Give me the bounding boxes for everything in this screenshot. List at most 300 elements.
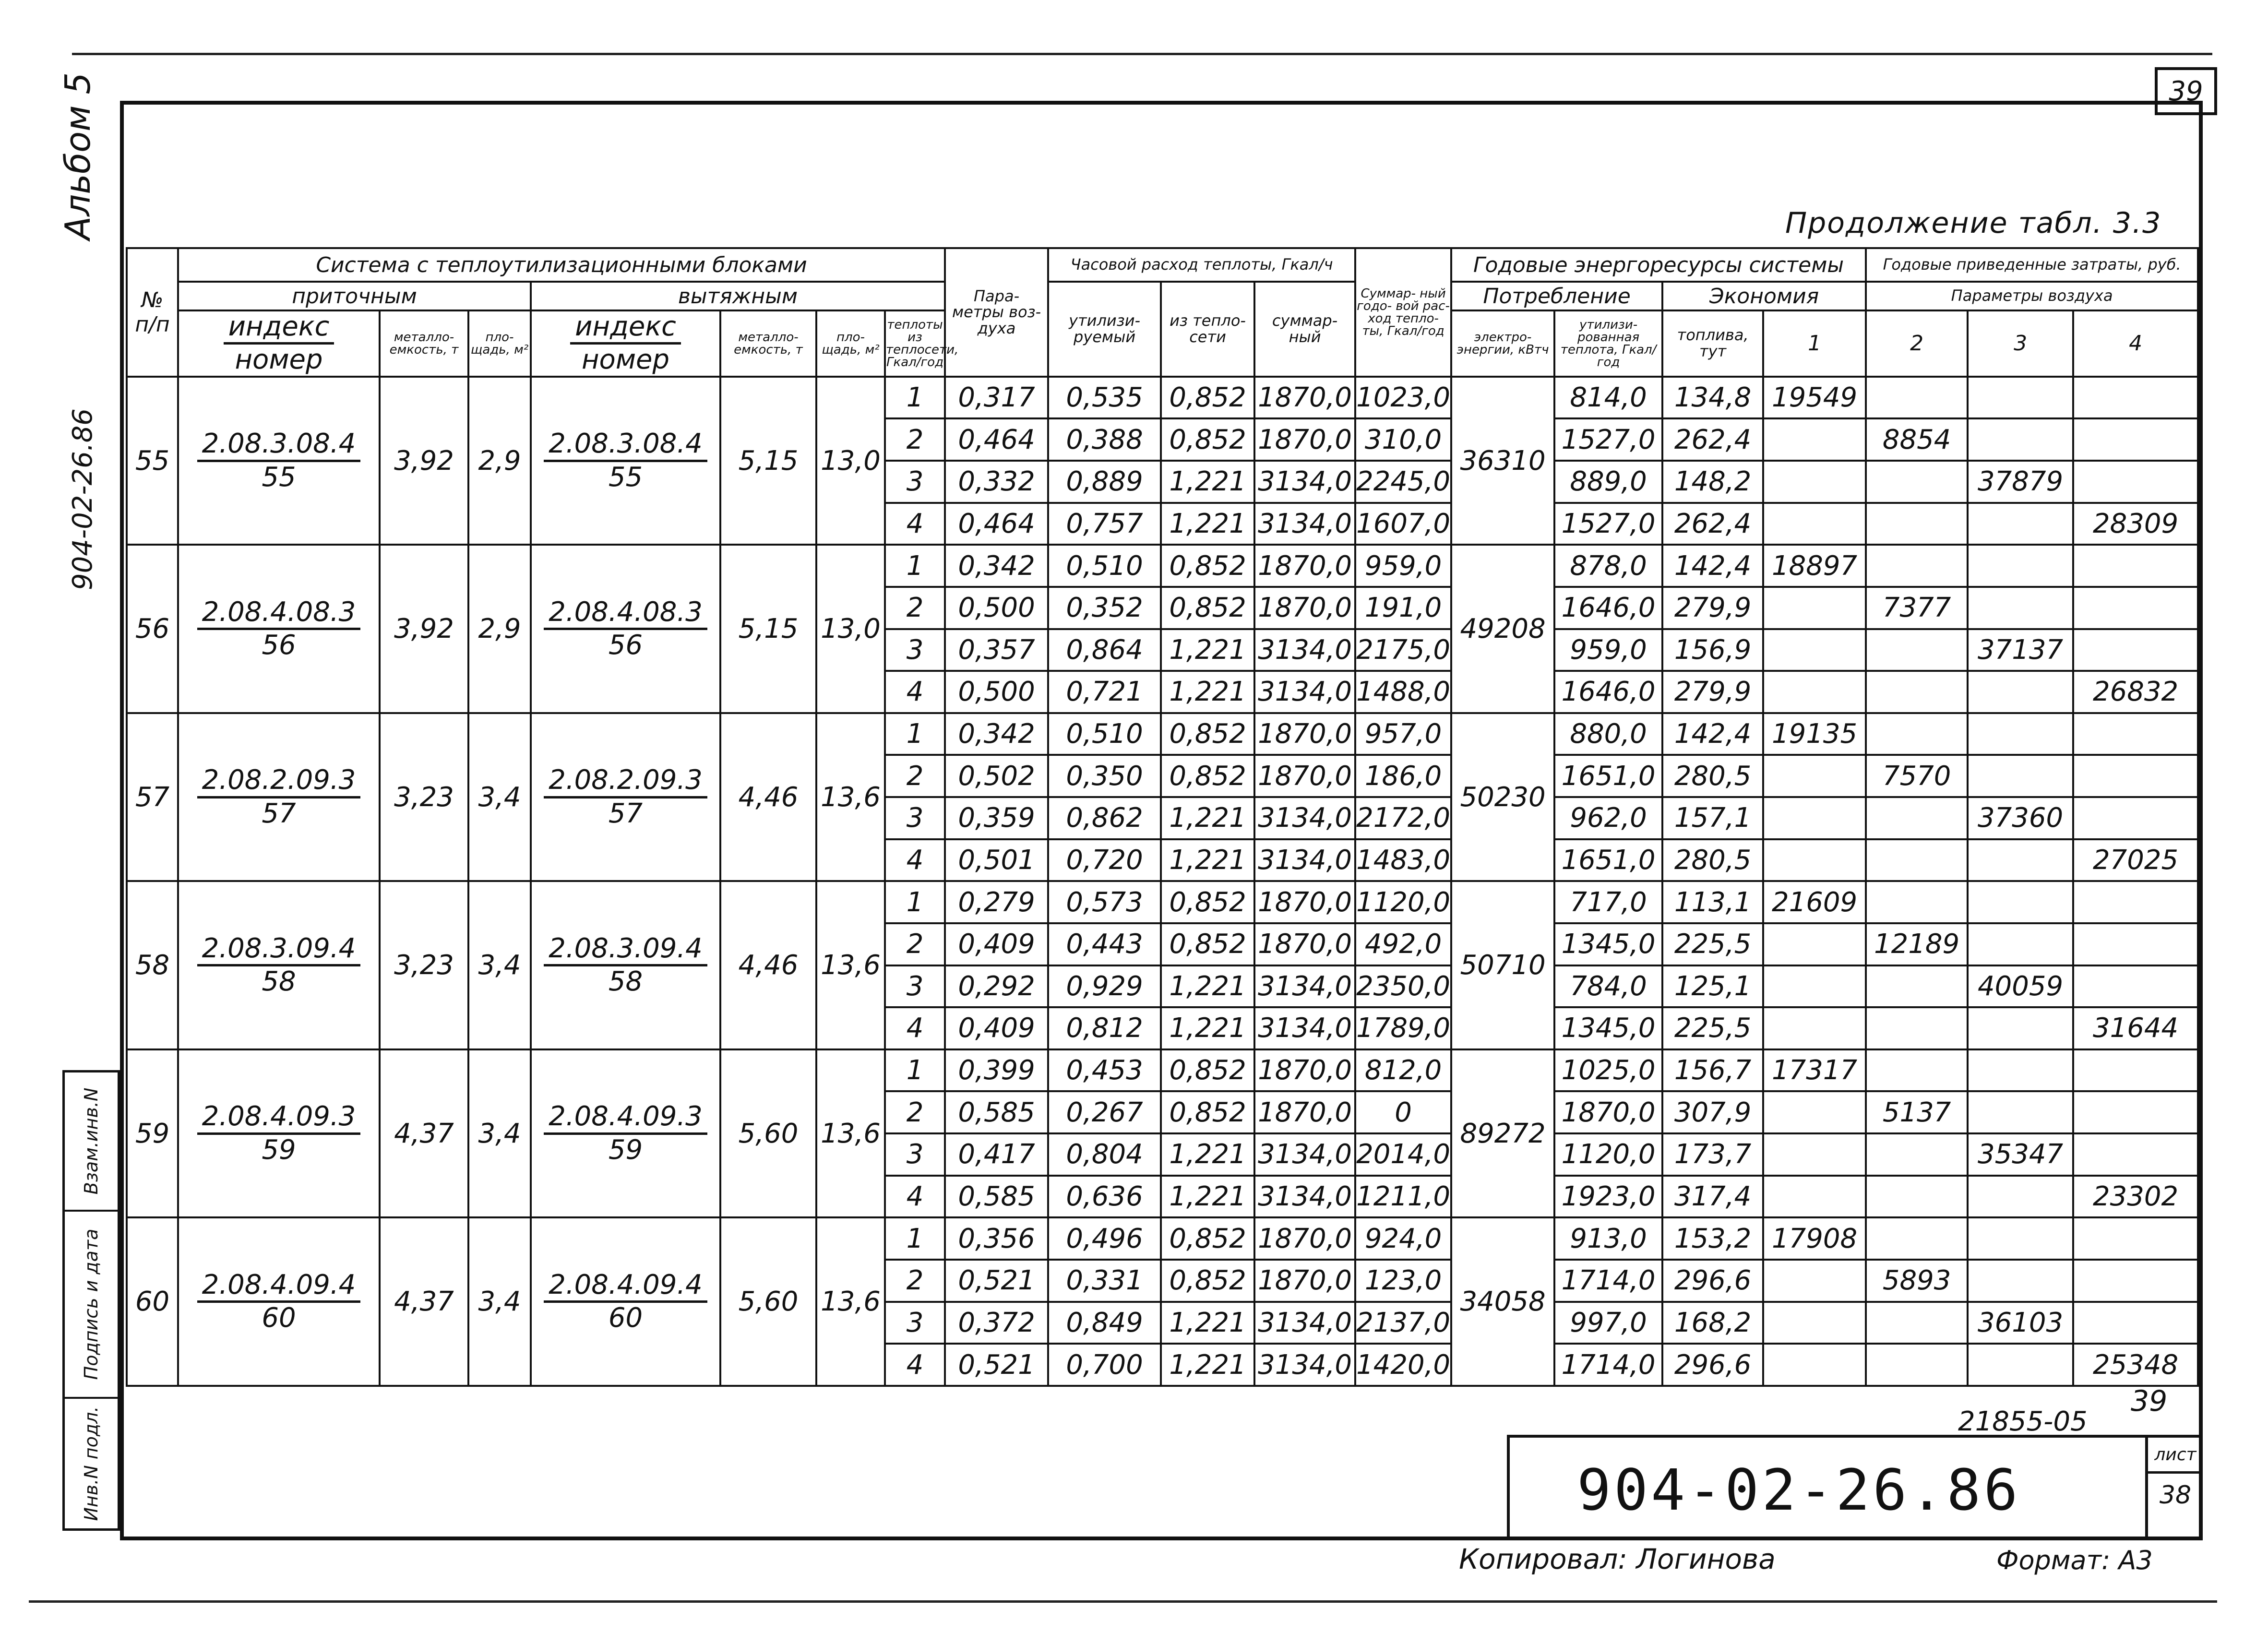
hourly-sum: 0,852 xyxy=(1161,587,1254,629)
air-param: 2 xyxy=(885,418,945,461)
hourly-net: 0,350 xyxy=(1048,755,1161,797)
hourly-sum: 1,221 xyxy=(1161,1344,1254,1386)
cost-param-2 xyxy=(1866,461,1968,503)
fuel-saved: 262,4 xyxy=(1662,503,1763,545)
fuel-saved: 280,5 xyxy=(1662,839,1763,882)
cost-param-4 xyxy=(2073,755,2198,797)
utilized-heat: 1714,0 xyxy=(1554,1260,1662,1302)
annual-total: 1870,0 xyxy=(1254,587,1355,629)
header-num: № п/п xyxy=(127,248,178,377)
heat-from-net: 123,0 xyxy=(1355,1260,1451,1302)
cost-param-3 xyxy=(1968,755,2073,797)
hourly-util: 0,342 xyxy=(945,545,1048,587)
hourly-util: 0,399 xyxy=(945,1049,1048,1092)
cost-param-4: 27025 xyxy=(2073,839,2198,882)
cost-param-3: 40059 xyxy=(1968,965,2073,1008)
exhaust-metal: 5,15 xyxy=(720,545,816,713)
exhaust-index: 2.08.4.08.3 56 xyxy=(531,545,720,713)
utilized-heat: 1345,0 xyxy=(1554,923,1662,965)
hourly-util: 0,359 xyxy=(945,797,1048,839)
air-param: 4 xyxy=(885,1176,945,1218)
cost-param-4 xyxy=(2073,461,2198,503)
hourly-util: 0,356 xyxy=(945,1217,1048,1260)
hourly-sum: 1,221 xyxy=(1161,1302,1254,1344)
cost-param-4 xyxy=(2073,629,2198,671)
copied-by: Копировал: Логинова xyxy=(1459,1543,1776,1575)
cost-param-1 xyxy=(1763,797,1866,839)
cost-param-1: 17317 xyxy=(1763,1049,1866,1092)
header-net: из тепло- сети xyxy=(1161,282,1254,377)
header-supply-metal: металло- емкость, т xyxy=(380,310,468,377)
utilized-heat: 1345,0 xyxy=(1554,1007,1662,1049)
header-exhaust-area: пло- щадь, м² xyxy=(816,310,885,377)
hourly-sum: 0,852 xyxy=(1161,1049,1254,1092)
cost-param-1 xyxy=(1763,1176,1866,1218)
heat-from-net: 1488,0 xyxy=(1355,671,1451,713)
utilized-heat: 1646,0 xyxy=(1554,671,1662,713)
annual-total: 1870,0 xyxy=(1254,545,1355,587)
supply-area: 3,4 xyxy=(468,1217,531,1386)
exhaust-metal: 5,60 xyxy=(720,1049,816,1218)
hourly-sum: 0,852 xyxy=(1161,1260,1254,1302)
hourly-util: 0,585 xyxy=(945,1176,1048,1218)
sheet-label: лист xyxy=(2148,1438,2203,1474)
cost-param-4 xyxy=(2073,1049,2198,1092)
title-block xyxy=(1507,1435,2203,1540)
air-param: 2 xyxy=(885,923,945,965)
hourly-util: 0,279 xyxy=(945,881,1048,923)
hourly-util: 0,464 xyxy=(945,418,1048,461)
hourly-sum: 1,221 xyxy=(1161,797,1254,839)
utilized-heat: 1651,0 xyxy=(1554,839,1662,882)
air-param: 3 xyxy=(885,629,945,671)
hourly-net: 0,535 xyxy=(1048,377,1161,419)
fuel-saved: 280,5 xyxy=(1662,755,1763,797)
system-number: 59 xyxy=(127,1049,178,1218)
annual-total: 3134,0 xyxy=(1254,1344,1355,1386)
energy-table xyxy=(126,247,2199,1387)
fuel-saved: 153,2 xyxy=(1662,1217,1763,1260)
cost-param-1 xyxy=(1763,1302,1866,1344)
supply-area: 2,9 xyxy=(468,377,531,545)
cost-param-1: 21609 xyxy=(1763,881,1866,923)
header-param-4: 4 xyxy=(2073,310,2198,377)
cost-param-2 xyxy=(1866,713,1968,755)
utilized-heat: 1714,0 xyxy=(1554,1344,1662,1386)
cost-param-1 xyxy=(1763,587,1866,629)
supply-index: 2.08.3.08.4 55 xyxy=(178,377,380,545)
heat-from-net: 1120,0 xyxy=(1355,881,1451,923)
fuel-saved: 225,5 xyxy=(1662,923,1763,965)
cost-param-1 xyxy=(1763,629,1866,671)
supply-area: 3,4 xyxy=(468,1049,531,1218)
utilized-heat: 880,0 xyxy=(1554,713,1662,755)
utilized-heat: 1923,0 xyxy=(1554,1176,1662,1218)
header-exhaust: вытяжным xyxy=(531,282,945,310)
utilized-heat: 1646,0 xyxy=(1554,587,1662,629)
utilized-heat: 717,0 xyxy=(1554,881,1662,923)
electro-energy: 50710 xyxy=(1451,881,1554,1049)
exhaust-metal: 4,46 xyxy=(720,713,816,882)
hourly-sum: 1,221 xyxy=(1161,503,1254,545)
air-param: 1 xyxy=(885,545,945,587)
fuel-saved: 142,4 xyxy=(1662,713,1763,755)
cost-param-1: 19135 xyxy=(1763,713,1866,755)
header-consumption: Потребление xyxy=(1451,282,1662,310)
hourly-net: 0,720 xyxy=(1048,839,1161,882)
cost-param-3 xyxy=(1968,1344,2073,1386)
hourly-util: 0,292 xyxy=(945,965,1048,1008)
cost-param-2 xyxy=(1866,1302,1968,1344)
cost-param-1 xyxy=(1763,671,1866,713)
system-number: 56 xyxy=(127,545,178,713)
cost-param-4 xyxy=(2073,418,2198,461)
header-param-2: 2 xyxy=(1866,310,1968,377)
cost-param-2 xyxy=(1866,503,1968,545)
electro-energy: 50230 xyxy=(1451,713,1554,882)
annual-total: 3134,0 xyxy=(1254,1133,1355,1176)
header-supply-index: индекс номер xyxy=(178,310,380,377)
header-exhaust-index: индекс номер xyxy=(531,310,720,377)
heat-from-net: 1211,0 xyxy=(1355,1176,1451,1218)
exhaust-index: 2.08.3.09.4 58 xyxy=(531,881,720,1049)
fuel-saved: 262,4 xyxy=(1662,418,1763,461)
cost-param-3 xyxy=(1968,881,2073,923)
cost-param-4 xyxy=(2073,881,2198,923)
cost-param-1: 17908 xyxy=(1763,1217,1866,1260)
cost-param-2 xyxy=(1866,1133,1968,1176)
cost-param-1 xyxy=(1763,418,1866,461)
electro-energy: 36310 xyxy=(1451,377,1554,545)
sheet-value: 38 xyxy=(2159,1481,2192,1510)
utilized-heat: 889,0 xyxy=(1554,461,1662,503)
annual-total: 1870,0 xyxy=(1254,713,1355,755)
supply-metal: 3,92 xyxy=(380,545,468,713)
air-param: 1 xyxy=(885,1049,945,1092)
hourly-util: 0,501 xyxy=(945,839,1048,882)
exhaust-area: 13,0 xyxy=(816,377,885,545)
cost-param-4: 23302 xyxy=(2073,1176,2198,1218)
header-annual-costs: Годовые приведенные затраты, руб. xyxy=(1866,248,2198,282)
cost-param-4 xyxy=(2073,377,2198,419)
air-param: 2 xyxy=(885,755,945,797)
utilized-heat: 962,0 xyxy=(1554,797,1662,839)
cost-param-3: 36103 xyxy=(1968,1302,2073,1344)
fuel-saved: 307,9 xyxy=(1662,1091,1763,1133)
sheet-mark: 39 xyxy=(2131,1384,2168,1418)
utilized-heat: 959,0 xyxy=(1554,629,1662,671)
utilized-heat: 1025,0 xyxy=(1554,1049,1662,1092)
electro-energy: 89272 xyxy=(1451,1049,1554,1218)
header-annual-resources: Годовые энергоресурсы системы xyxy=(1451,248,1866,282)
annual-total: 1870,0 xyxy=(1254,1049,1355,1092)
hourly-net: 0,443 xyxy=(1048,923,1161,965)
cost-param-2 xyxy=(1866,671,1968,713)
fuel-saved: 157,1 xyxy=(1662,797,1763,839)
hourly-net: 0,267 xyxy=(1048,1091,1161,1133)
supply-metal: 3,23 xyxy=(380,713,468,882)
hourly-sum: 1,221 xyxy=(1161,461,1254,503)
annual-total: 1870,0 xyxy=(1254,1091,1355,1133)
cost-param-1: 18897 xyxy=(1763,545,1866,587)
exhaust-area: 13,6 xyxy=(816,1217,885,1386)
heat-from-net: 2245,0 xyxy=(1355,461,1451,503)
utilized-heat: 784,0 xyxy=(1554,965,1662,1008)
side-stamp xyxy=(62,1070,120,1531)
hourly-util: 0,317 xyxy=(945,377,1048,419)
cost-param-3 xyxy=(1968,377,2073,419)
supply-area: 3,4 xyxy=(468,713,531,882)
supply-metal: 4,37 xyxy=(380,1217,468,1386)
supply-area: 2,9 xyxy=(468,545,531,713)
air-param: 3 xyxy=(885,797,945,839)
supply-index: 2.08.4.08.3 56 xyxy=(178,545,380,713)
utilized-heat: 1870,0 xyxy=(1554,1091,1662,1133)
cost-param-3: 37360 xyxy=(1968,797,2073,839)
cost-param-2 xyxy=(1866,965,1968,1008)
header-param-1: 1 xyxy=(1763,310,1866,377)
supply-index: 2.08.3.09.4 58 xyxy=(178,881,380,1049)
hourly-sum: 0,852 xyxy=(1161,881,1254,923)
hourly-net: 0,453 xyxy=(1048,1049,1161,1092)
utilized-heat: 1651,0 xyxy=(1554,755,1662,797)
cost-param-3 xyxy=(1968,713,2073,755)
header-param-3: 3 xyxy=(1968,310,2073,377)
air-param: 4 xyxy=(885,671,945,713)
hourly-net: 0,573 xyxy=(1048,881,1161,923)
annual-total: 1870,0 xyxy=(1254,1217,1355,1260)
top-rule xyxy=(72,53,2212,55)
hourly-sum: 0,852 xyxy=(1161,545,1254,587)
heat-from-net: 310,0 xyxy=(1355,418,1451,461)
hourly-net: 0,812 xyxy=(1048,1007,1161,1049)
exhaust-index: 2.08.4.09.4 60 xyxy=(531,1217,720,1386)
table-row xyxy=(127,545,2198,587)
cost-param-2: 7570 xyxy=(1866,755,1968,797)
cost-param-3 xyxy=(1968,587,2073,629)
cost-param-1 xyxy=(1763,1344,1866,1386)
table-continuation-title: Продолжение табл. 3.3 xyxy=(1785,206,2162,240)
air-param: 1 xyxy=(885,377,945,419)
hourly-sum: 0,852 xyxy=(1161,713,1254,755)
supply-index: 2.08.2.09.3 57 xyxy=(178,713,380,882)
utilized-heat: 1527,0 xyxy=(1554,418,1662,461)
hourly-sum: 1,221 xyxy=(1161,965,1254,1008)
exhaust-area: 13,6 xyxy=(816,713,885,882)
fuel-saved: 279,9 xyxy=(1662,587,1763,629)
cost-param-2: 7377 xyxy=(1866,587,1968,629)
annual-total: 1870,0 xyxy=(1254,377,1355,419)
cost-param-2: 12189 xyxy=(1866,923,1968,965)
title-code: 904-02-26.86 xyxy=(1577,1457,2021,1523)
cost-param-2: 5893 xyxy=(1866,1260,1968,1302)
utilized-heat: 997,0 xyxy=(1554,1302,1662,1344)
header-params: Пара- метры воз- духа xyxy=(945,248,1048,377)
cost-param-4: 26832 xyxy=(2073,671,2198,713)
annual-total: 3134,0 xyxy=(1254,965,1355,1008)
air-param: 4 xyxy=(885,1007,945,1049)
header-supply-area: пло- щадь, м² xyxy=(468,310,531,377)
exhaust-metal: 5,60 xyxy=(720,1217,816,1386)
cost-param-4 xyxy=(2073,545,2198,587)
cost-param-1: 19549 xyxy=(1763,377,1866,419)
supply-index: 2.08.4.09.4 60 xyxy=(178,1217,380,1386)
table-row xyxy=(127,377,2198,419)
hourly-util: 0,500 xyxy=(945,587,1048,629)
utilized-heat: 814,0 xyxy=(1554,377,1662,419)
stamp-vzam-inv: Взам.инв.N xyxy=(65,1072,118,1212)
cost-param-4 xyxy=(2073,713,2198,755)
cost-param-1 xyxy=(1763,839,1866,882)
hourly-sum: 1,221 xyxy=(1161,1176,1254,1218)
cost-param-4 xyxy=(2073,587,2198,629)
fuel-saved: 156,7 xyxy=(1662,1049,1763,1092)
annual-total: 1870,0 xyxy=(1254,755,1355,797)
annual-total: 3134,0 xyxy=(1254,629,1355,671)
stamp-inv-podl: Инв.N подл. xyxy=(81,1406,102,1521)
annual-total: 3134,0 xyxy=(1254,1176,1355,1218)
hourly-net: 0,804 xyxy=(1048,1133,1161,1176)
cost-param-3: 37137 xyxy=(1968,629,2073,671)
supply-index: 2.08.4.09.3 59 xyxy=(178,1049,380,1218)
air-param: 3 xyxy=(885,1302,945,1344)
hourly-net: 0,849 xyxy=(1048,1302,1161,1344)
air-param: 4 xyxy=(885,1344,945,1386)
heat-from-net: 2175,0 xyxy=(1355,629,1451,671)
exhaust-area: 13,6 xyxy=(816,881,885,1049)
air-param: 1 xyxy=(885,1217,945,1260)
exhaust-index: 2.08.3.08.4 55 xyxy=(531,377,720,545)
hourly-util: 0,342 xyxy=(945,713,1048,755)
table-row xyxy=(127,1217,2198,1260)
header-sum: суммар- ный xyxy=(1254,282,1355,377)
electro-energy: 49208 xyxy=(1451,545,1554,713)
hourly-util: 0,332 xyxy=(945,461,1048,503)
hourly-sum: 1,221 xyxy=(1161,629,1254,671)
air-param: 4 xyxy=(885,503,945,545)
annual-total: 1870,0 xyxy=(1254,1260,1355,1302)
annual-total: 3134,0 xyxy=(1254,797,1355,839)
air-param: 4 xyxy=(885,839,945,882)
cost-param-4 xyxy=(2073,1133,2198,1176)
annual-total: 3134,0 xyxy=(1254,1302,1355,1344)
air-param: 3 xyxy=(885,1133,945,1176)
table-row xyxy=(127,1049,2198,1092)
hourly-util: 0,409 xyxy=(945,923,1048,965)
hourly-sum: 1,221 xyxy=(1161,1133,1254,1176)
cost-param-4 xyxy=(2073,1091,2198,1133)
header-annual-total: Суммар- ный годо- вой рас- ход тепло- ты, Гкал/год xyxy=(1355,248,1451,377)
hourly-net: 0,510 xyxy=(1048,545,1161,587)
system-number: 57 xyxy=(127,713,178,882)
hourly-net: 0,862 xyxy=(1048,797,1161,839)
cost-param-2 xyxy=(1866,797,1968,839)
hourly-util: 0,464 xyxy=(945,503,1048,545)
header-fuel: топлива, тут xyxy=(1662,310,1763,377)
hourly-net: 0,636 xyxy=(1048,1176,1161,1218)
hourly-sum: 1,221 xyxy=(1161,671,1254,713)
hourly-net: 0,864 xyxy=(1048,629,1161,671)
exhaust-index: 2.08.4.09.3 59 xyxy=(531,1049,720,1218)
hourly-net: 0,331 xyxy=(1048,1260,1161,1302)
cost-param-4 xyxy=(2073,1260,2198,1302)
cost-param-3 xyxy=(1968,839,2073,882)
air-param: 2 xyxy=(885,587,945,629)
air-param: 2 xyxy=(885,1260,945,1302)
cost-param-3 xyxy=(1968,503,2073,545)
hourly-util: 0,521 xyxy=(945,1260,1048,1302)
cost-param-2 xyxy=(1866,1176,1968,1218)
fuel-saved: 113,1 xyxy=(1662,881,1763,923)
cost-param-3 xyxy=(1968,923,2073,965)
header-hourly: Часовой расход теплоты, Гкал/ч xyxy=(1048,248,1355,282)
annual-total: 1870,0 xyxy=(1254,418,1355,461)
exhaust-index: 2.08.2.09.3 57 xyxy=(531,713,720,882)
fuel-saved: 142,4 xyxy=(1662,545,1763,587)
annual-total: 3134,0 xyxy=(1254,1007,1355,1049)
cost-param-2 xyxy=(1866,1049,1968,1092)
system-number: 60 xyxy=(127,1217,178,1386)
supply-metal: 4,37 xyxy=(380,1049,468,1218)
hourly-sum: 1,221 xyxy=(1161,839,1254,882)
fuel-saved: 317,4 xyxy=(1662,1176,1763,1218)
stamp-sign-date: Подпись и дата xyxy=(65,1212,118,1399)
exhaust-area: 13,6 xyxy=(816,1049,885,1218)
heat-from-net: 1789,0 xyxy=(1355,1007,1451,1049)
heat-from-net: 957,0 xyxy=(1355,713,1451,755)
heat-from-net: 959,0 xyxy=(1355,545,1451,587)
hourly-util: 0,357 xyxy=(945,629,1048,671)
cost-param-3 xyxy=(1968,1049,2073,1092)
heat-from-net: 1607,0 xyxy=(1355,503,1451,545)
cost-param-2 xyxy=(1866,629,1968,671)
header-util: утилизи- руемый xyxy=(1048,282,1161,377)
hourly-util: 0,585 xyxy=(945,1091,1048,1133)
hourly-sum: 0,852 xyxy=(1161,377,1254,419)
cost-param-2 xyxy=(1866,839,1968,882)
heat-from-net: 191,0 xyxy=(1355,587,1451,629)
fuel-saved: 296,6 xyxy=(1662,1260,1763,1302)
title-sheet xyxy=(2145,1438,2203,1540)
hourly-net: 0,721 xyxy=(1048,671,1161,713)
cost-param-3 xyxy=(1968,1091,2073,1133)
cost-param-3 xyxy=(1968,1260,2073,1302)
fuel-saved: 168,2 xyxy=(1662,1302,1763,1344)
supply-area: 3,4 xyxy=(468,881,531,1049)
cost-param-2: 8854 xyxy=(1866,418,1968,461)
cost-param-4 xyxy=(2073,1302,2198,1344)
heat-from-net: 2014,0 xyxy=(1355,1133,1451,1176)
cost-param-3 xyxy=(1968,545,2073,587)
cost-param-1 xyxy=(1763,1260,1866,1302)
header-supply: приточным xyxy=(178,282,531,310)
hourly-sum: 0,852 xyxy=(1161,755,1254,797)
hourly-net: 0,889 xyxy=(1048,461,1161,503)
electro-energy: 34058 xyxy=(1451,1217,1554,1386)
heat-from-net: 2172,0 xyxy=(1355,797,1451,839)
hourly-sum: 0,852 xyxy=(1161,1217,1254,1260)
fuel-saved: 148,2 xyxy=(1662,461,1763,503)
cost-param-4: 28309 xyxy=(2073,503,2198,545)
fuel-saved: 125,1 xyxy=(1662,965,1763,1008)
cost-param-1 xyxy=(1763,1007,1866,1049)
utilized-heat: 1120,0 xyxy=(1554,1133,1662,1176)
hourly-util: 0,417 xyxy=(945,1133,1048,1176)
cost-param-1 xyxy=(1763,923,1866,965)
heat-from-net: 186,0 xyxy=(1355,755,1451,797)
fuel-saved: 156,9 xyxy=(1662,629,1763,671)
annual-total: 1870,0 xyxy=(1254,881,1355,923)
